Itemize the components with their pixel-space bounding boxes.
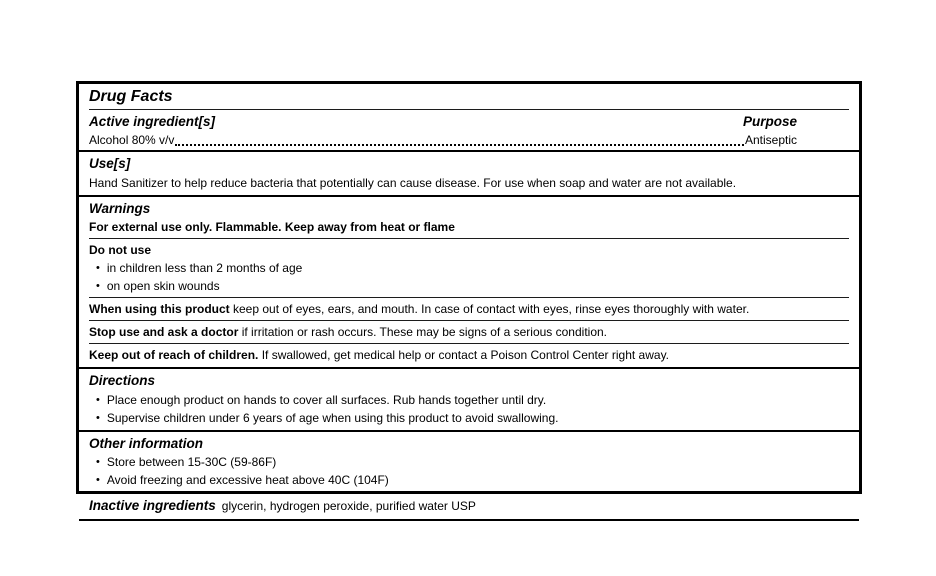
directions-section [79,367,859,430]
warnings-divider [89,297,849,298]
stop-use-body: if irritation or rash occurs. These may be signs of a serious condition. [241,325,607,340]
empty-footer-row [79,519,859,535]
active-ingredient-header-row [89,112,849,132]
directions-heading: Directions [89,373,156,389]
active-ingredient-value: Alcohol 80% v/v [89,132,175,147]
drug-facts-label [76,81,862,514]
directions-bullet-text: Supervise children under 6 years of age when using this product to avoid swallowing. [106,410,559,425]
inactive-ingredients-text: glycerin, hydrogen peroxide, purified water USP [221,499,476,514]
dot-leader [175,144,744,146]
uses-heading: Use[s] [89,155,131,171]
directions-bullet-text: Place enough product on hands to cover all surfaces. Rub hands together until dry. [106,392,547,407]
title-divider [89,109,849,110]
active-ingredient-heading: Active ingredient[s] [89,114,216,129]
when-using-body: keep out of eyes, ears, and mouth. In case of contact with eyes, rinse eyes thoroughly with water. [233,302,750,317]
when-using-lead: When using this product [89,302,230,317]
active-ingredient-row [89,132,849,149]
bullet-icon: • [96,393,100,406]
other-information-bullet [89,471,849,489]
warnings-divider [89,320,849,321]
title-section [79,84,859,150]
purpose-heading: Purpose [742,114,797,129]
directions-bullet [89,409,849,427]
page-title: Drug Facts [89,88,173,105]
inactive-ingredients-heading: Inactive ingredients [89,498,216,514]
purpose-value: Antiseptic [744,132,797,147]
warnings-heading: Warnings [89,200,151,216]
uses-section [79,150,859,195]
bullet-icon: • [96,456,100,469]
keep-out-lead: Keep out of reach of children. [89,348,259,363]
other-information-bullet [89,453,849,471]
do-not-use-heading: Do not use [89,243,151,258]
keep-out-text [89,346,849,364]
bullet-icon: • [96,280,100,293]
bullet-icon: • [96,411,100,424]
warnings-divider [89,343,849,344]
inactive-ingredients-row [89,496,849,516]
other-information-section [79,430,859,493]
other-information-heading: Other information [89,435,203,451]
do-not-use-bullet [89,259,849,277]
when-using-text [89,300,849,318]
warnings-section [79,195,859,368]
other-information-bullet-text: Avoid freezing and excessive heat above 40C (104F) [106,473,389,488]
keep-out-body: If swallowed, get medical help or contact a Poison Control Center right away. [261,348,670,363]
stop-use-lead: Stop use and ask a doctor [89,325,239,340]
do-not-use-bullet-text: on open skin wounds [106,279,220,294]
stop-use-text [89,323,849,341]
do-not-use-bullet-text: in children less than 2 months of age [106,261,303,276]
bullet-icon: • [96,262,100,275]
do-not-use-bullet [89,277,849,295]
flammable-warning: For external use only. Flammable. Keep away from heat or flame [89,220,455,235]
uses-text: Hand Sanitizer to help reduce bacteria that potentially can cause disease. For use when soap and water are not available. [89,175,737,190]
other-information-bullet-text: Store between 15-30C (59-86F) [106,455,277,470]
warnings-divider [89,238,849,239]
inactive-ingredients-section [79,492,859,519]
directions-bullet [89,391,849,409]
bullet-icon: • [96,474,100,487]
